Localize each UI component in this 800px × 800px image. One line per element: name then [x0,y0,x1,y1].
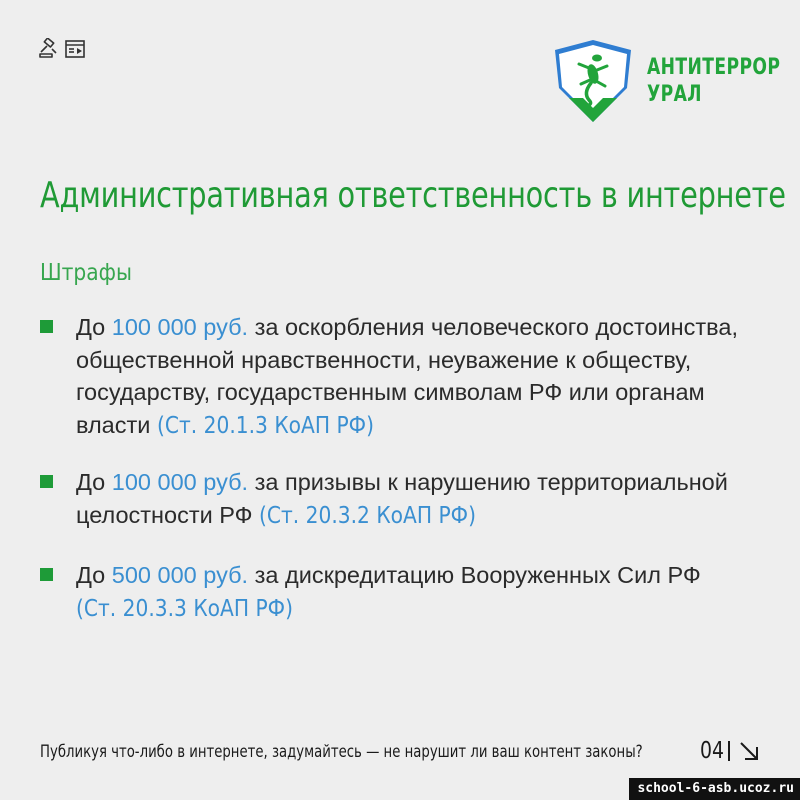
fine-description: за призывы к нарушению территориальной целостности РФ [76,469,728,528]
fine-prefix: До [76,469,112,495]
fine-prefix: До [76,314,112,340]
page-separator [728,741,730,761]
law-reference: (Ст. 20.3.2 КоАП РФ) [259,500,477,529]
bullet-square [40,568,53,581]
shield-lizard-icon [553,38,633,124]
logo-line-2: УРАЛ [647,82,702,107]
gavel-icon [38,38,60,60]
logo-text [647,54,780,108]
section-label: Штрафы [40,260,132,286]
fine-amount: 100 000 руб. [111,469,249,495]
bullet-square [40,475,53,488]
law-reference: (Ст. 20.1.3 КоАП РФ) [156,410,374,439]
fine-amount: 100 000 руб. [111,314,249,340]
fine-text [76,311,780,441]
fine-item [40,466,780,531]
logo [553,38,800,124]
bullet-square [40,320,53,333]
fine-item [40,311,780,441]
arrow-down-right-icon[interactable] [738,740,760,762]
page-title: Административная ответственность в интернете [40,175,786,216]
browser-video-icon [64,38,86,60]
footer-note: Публикуя что-либо в интернете, задумайтесь — не нарушит ли ваш контент законы? [40,742,643,762]
law-reference: (Ст. 20.3.3 КоАП РФ) [76,593,293,622]
fine-text [76,559,780,624]
logo-line-1: АНТИТЕРРОР [647,55,781,80]
fine-amount: 500 000 руб. [111,562,249,588]
top-icons [38,38,86,60]
fine-description: за оскорбления человеческого достоинства, общественной нравственности, неуважение к обществу, государству, государственным символам РФ или органам власти [76,314,738,438]
fine-description: за дискредитацию Вооруженных Сил РФ [248,562,701,588]
page-indicator [700,738,760,764]
watermark: school-6-asb.ucoz.ru [629,778,800,800]
page-number: 04 [700,738,725,764]
fine-item [40,559,780,624]
fine-prefix: До [76,562,112,588]
fine-text [76,466,780,531]
